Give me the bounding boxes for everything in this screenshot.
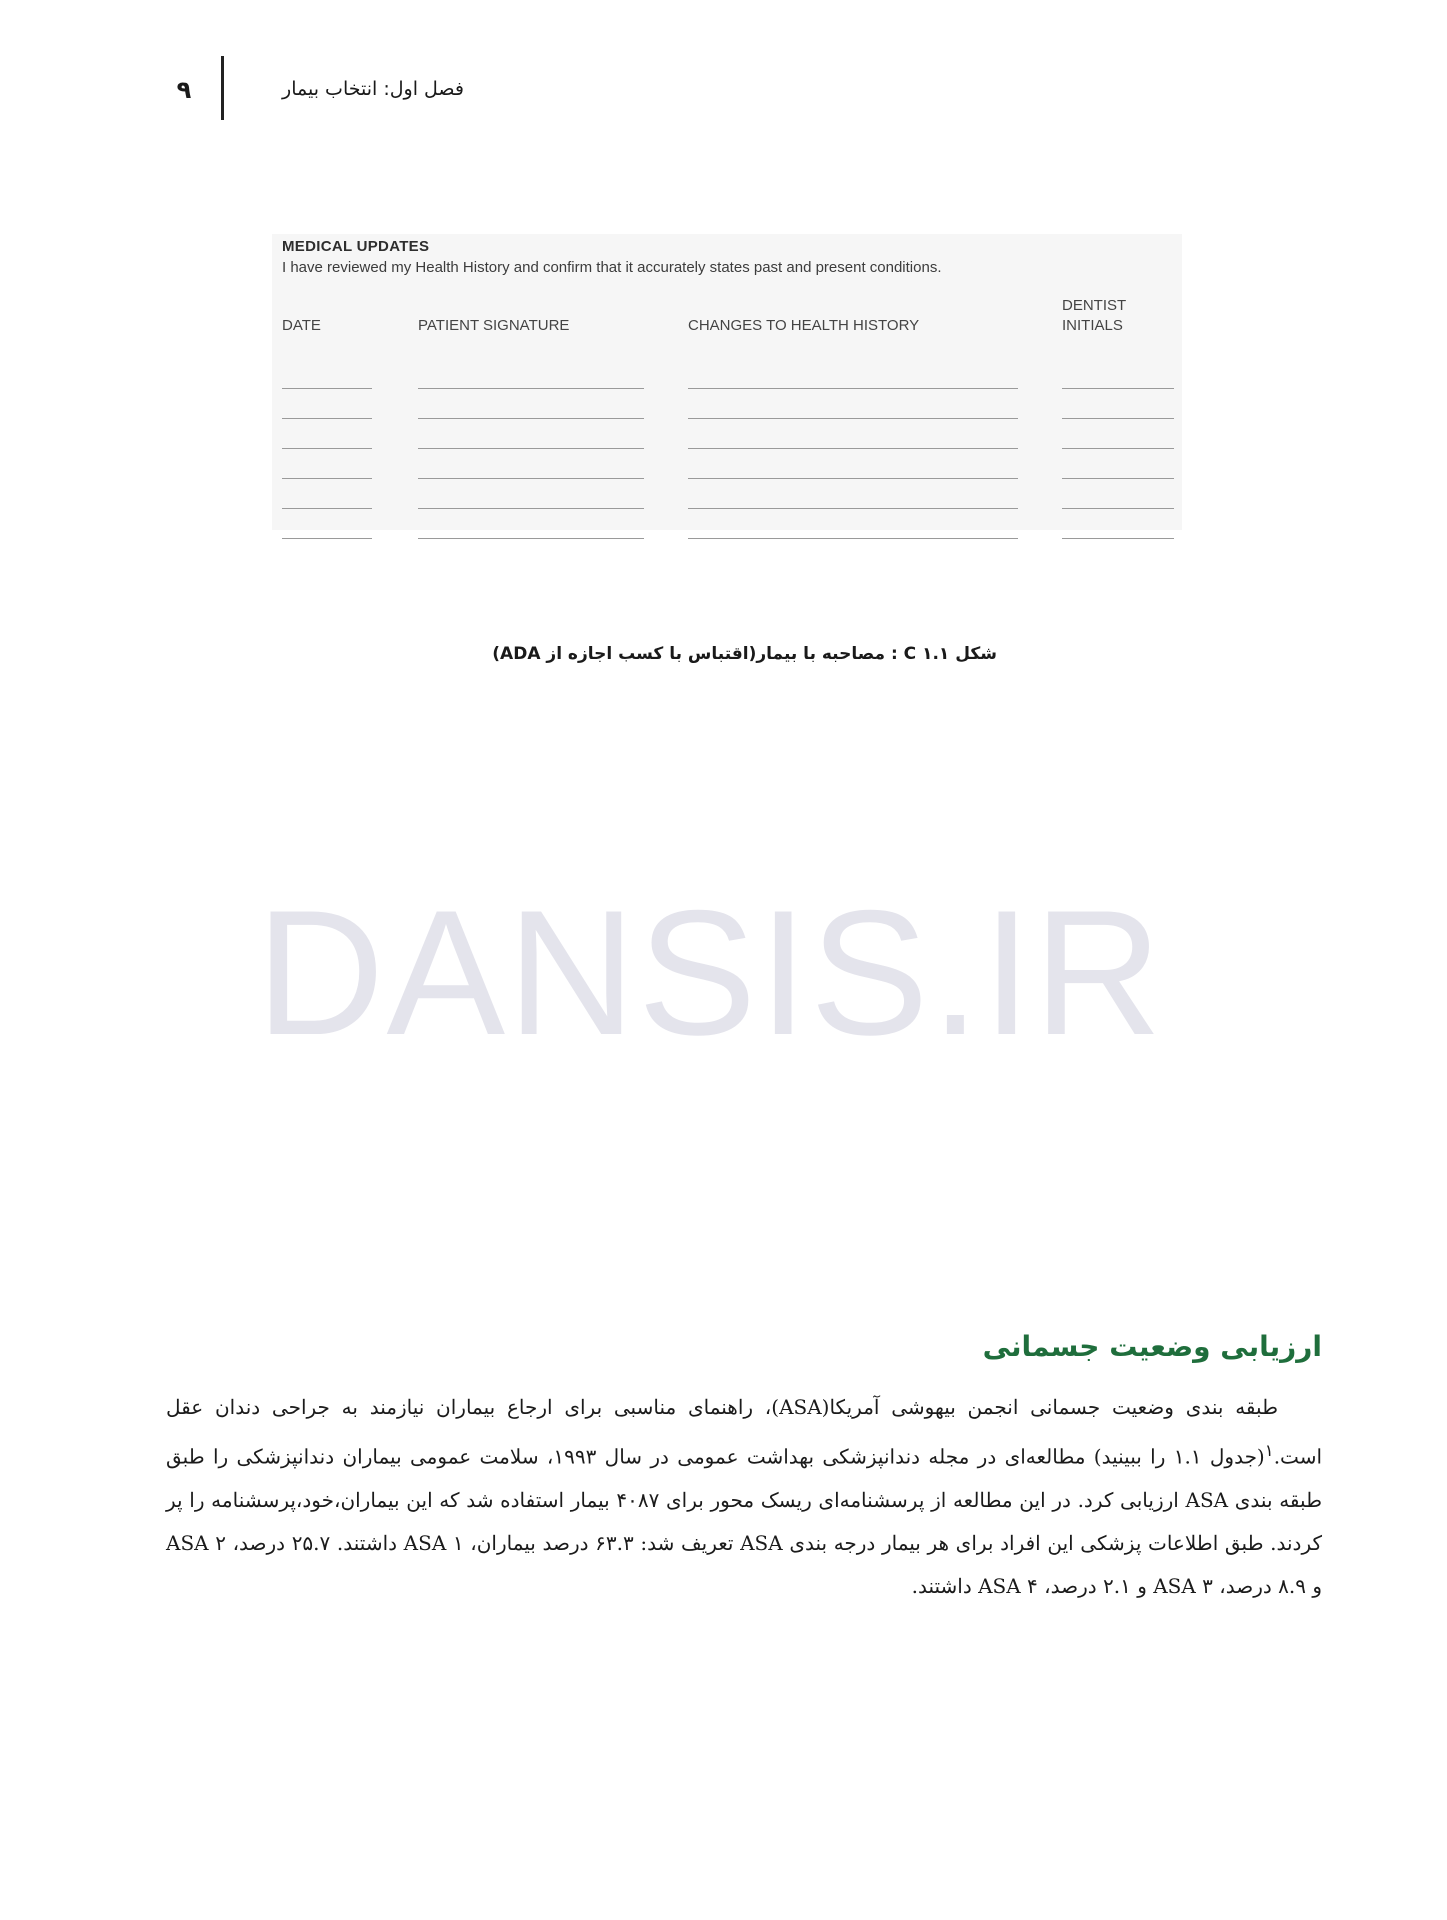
column-header-changes: CHANGES TO HEALTH HISTORY — [688, 317, 920, 334]
column-header-dentist-initials-line1: DENTIST — [1062, 297, 1127, 314]
signature-line — [418, 478, 644, 479]
signature-line — [418, 538, 644, 539]
page-number: ۹ — [176, 76, 192, 104]
form-entry-row — [272, 432, 1182, 462]
initials-line — [1062, 418, 1174, 419]
signature-line — [418, 388, 644, 389]
column-header-date: DATE — [282, 317, 321, 334]
chapter-title: فصل اول: انتخاب بیمار — [282, 78, 464, 100]
column-header-patient-signature: PATIENT SIGNATURE — [418, 317, 570, 334]
paragraph-text-part2: (جدول ۱.۱ را ببینید) مطالعه‌ای در مجله دندانپزشکی بهداشت عمومی در سال ۱۹۹۳، سلامت عمومی بیماران دندانپزشکی را طبق طبقه بندی ASA ارزیابی کرد. در این مطالعه از پرسشنامه‌ای ریسک محور برای ۴۰۸۷ بیمار استفاده شد که این بیماران،خود،پرسشنامه را پر کردند. طبق اطلاعات پزشکی این افراد برای هر بیمار درجه بندی ASA تعریف شد: ۶۳.۳ درصد بیماران، ASA ۱ داشتند. ۲۵.۷ درصد، ASA ۲ و ۸.۹ درصد، ASA ۳ و ۲.۱ درصد، ASA ۴ داشتند. — [166, 1444, 1323, 1598]
form-entry-row — [272, 462, 1182, 492]
paragraph-text-part1: طبقه بندی وضعیت جسمانی انجمن بیهوشی آمریکا(ASA)، راهنمای مناسبی برای ارجاع بیماران نیازمند به جراحی دندان عقل است. — [166, 1395, 1323, 1469]
date-line — [282, 388, 372, 389]
header-divider — [221, 56, 224, 120]
initials-line — [1062, 478, 1174, 479]
body-paragraph — [166, 1386, 1322, 1608]
signature-line — [418, 508, 644, 509]
initials-line — [1062, 388, 1174, 389]
column-header-dentist-initials — [1062, 296, 1172, 336]
changes-line — [688, 508, 1018, 509]
form-entry-row — [272, 372, 1182, 402]
date-line — [282, 508, 372, 509]
figure-caption: شکل ۱.۱ C : مصاحبه با بیمار(اقتباس با کسب اجازه از ADA) — [492, 644, 997, 664]
form-entry-row — [272, 522, 1182, 552]
initials-line — [1062, 538, 1174, 539]
form-title: MEDICAL UPDATES — [282, 238, 430, 255]
date-line — [282, 448, 372, 449]
running-header — [164, 56, 464, 120]
changes-line — [688, 448, 1018, 449]
changes-line — [688, 388, 1018, 389]
form-entry-row — [272, 492, 1182, 522]
signature-line — [418, 418, 644, 419]
form-statement: I have reviewed my Health History and confirm that it accurately states past and present conditions. — [282, 259, 942, 276]
form-entry-rows — [272, 372, 1182, 552]
changes-line — [688, 418, 1018, 419]
watermark: DANSIS.IR — [255, 873, 1165, 1072]
changes-line — [688, 538, 1018, 539]
initials-line — [1062, 508, 1174, 509]
footnote-reference: ۱ — [1264, 1441, 1274, 1460]
date-line — [282, 538, 372, 539]
changes-line — [688, 478, 1018, 479]
section-heading: ارزیابی وضعیت جسمانی — [982, 1330, 1322, 1363]
column-header-dentist-initials-line2: INITIALS — [1062, 317, 1123, 334]
signature-line — [418, 448, 644, 449]
form-entry-row — [272, 402, 1182, 432]
date-line — [282, 478, 372, 479]
medical-updates-form-figure — [272, 234, 1182, 530]
date-line — [282, 418, 372, 419]
initials-line — [1062, 448, 1174, 449]
